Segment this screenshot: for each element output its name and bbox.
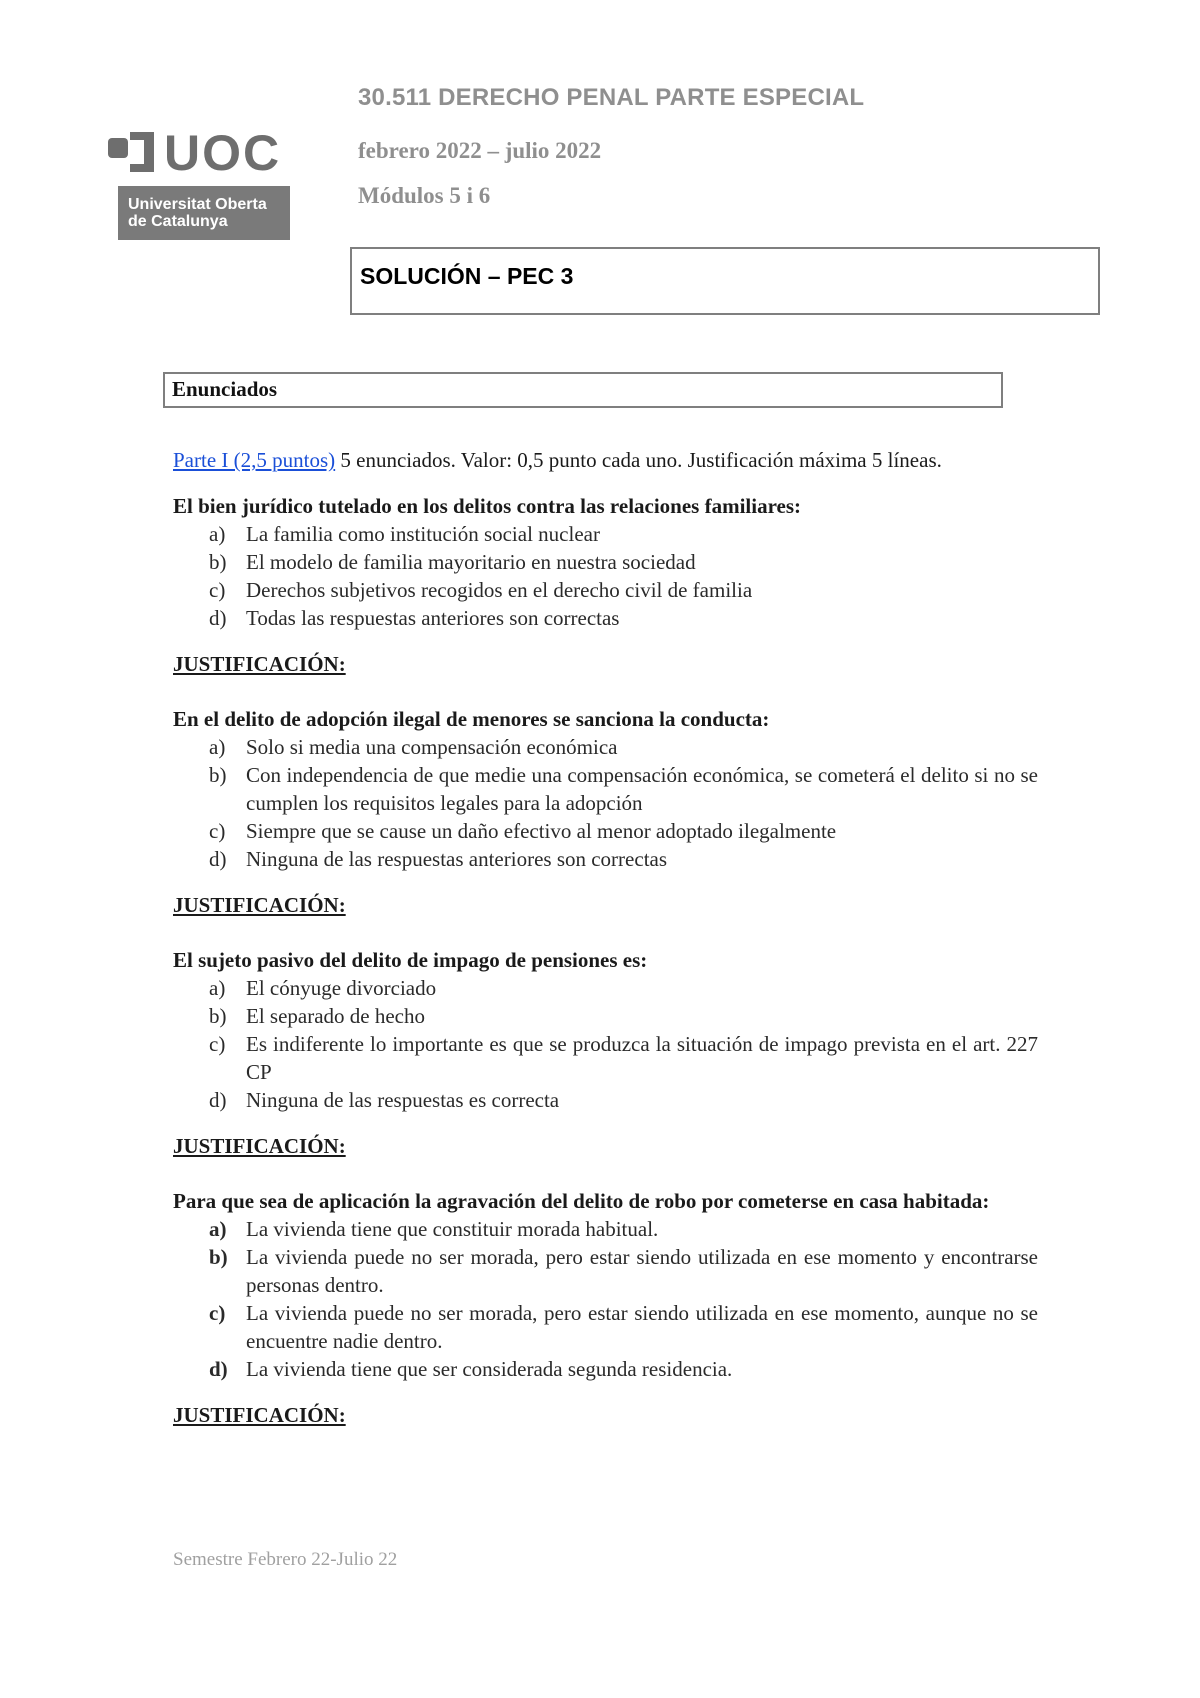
option-text: La vivienda tiene que ser considerada segunda residencia.: [246, 1357, 733, 1381]
option-item: [173, 1002, 1038, 1030]
option-marker: a): [209, 1217, 227, 1241]
question-prompt: Para que sea de aplicación la agravación del delito de robo por cometerse en casa habitada:: [173, 1189, 990, 1213]
option-item: [173, 576, 1038, 604]
option-marker: c): [209, 1301, 226, 1325]
option-marker: a): [209, 735, 226, 759]
document-content: [173, 446, 1038, 1429]
option-item: [173, 845, 1038, 873]
option-item: [173, 548, 1038, 576]
option-item: [173, 604, 1038, 632]
option-item: [173, 520, 1038, 548]
option-marker: c): [209, 1032, 226, 1056]
option-item: [173, 1299, 1038, 1355]
option-item: [173, 1086, 1038, 1114]
option-item: [173, 1215, 1038, 1243]
justification-heading: JUSTIFICACIÓN:: [173, 1134, 346, 1158]
solution-title: SOLUCIÓN – PEC 3: [360, 263, 574, 289]
question-prompt: En el delito de adopción ilegal de menores se sanciona la conducta:: [173, 707, 770, 731]
option-text: Con independencia de que medie una compensación económica, se cometerá el delito si no se cumplen los requisitos legales para la adopción: [246, 763, 1038, 815]
justification-heading: JUSTIFICACIÓN:: [173, 893, 346, 917]
question-prompt: El sujeto pasivo del delito de impago de pensiones es:: [173, 948, 648, 972]
justification-heading: JUSTIFICACIÓN:: [173, 652, 346, 676]
option-marker: d): [209, 847, 227, 871]
course-title: 30.511 DERECHO PENAL PARTE ESPECIAL: [358, 84, 865, 111]
course-modules: Módulos 5 i 6: [358, 183, 491, 208]
uoc-logo-mark: [108, 126, 296, 178]
option-text: Ninguna de las respuestas es correcta: [246, 1088, 560, 1112]
option-text: Solo si media una compensación económica: [246, 735, 618, 759]
option-text: El separado de hecho: [246, 1004, 426, 1028]
option-item: [173, 974, 1038, 1002]
option-text: La vivienda puede no ser morada, pero estar siendo utilizada en ese momento, aunque no se encuentre nadie dentro.: [246, 1301, 1038, 1353]
option-marker: d): [209, 1088, 227, 1112]
option-text: Ninguna de las respuestas anteriores son correctas: [246, 847, 668, 871]
option-marker: d): [209, 606, 227, 630]
option-item: [173, 1243, 1038, 1299]
option-marker: b): [209, 763, 227, 787]
option-list: [173, 974, 1038, 1114]
part-link[interactable]: Parte I (2,5 puntos): [173, 448, 336, 472]
option-item: [173, 817, 1038, 845]
intro-text: 5 enunciados. Valor: 0,5 punto cada uno. Justificación máxima 5 líneas.: [335, 448, 942, 472]
option-item: [173, 761, 1038, 817]
course-period: febrero 2022 – julio 2022: [358, 138, 602, 163]
option-marker: b): [209, 1004, 227, 1028]
section-label: Enunciados: [172, 377, 278, 401]
option-text: La familia como institución social nuclear: [246, 522, 600, 546]
option-item: [173, 1030, 1038, 1086]
option-marker: c): [209, 578, 226, 602]
option-text: El cónyuge divorciado: [246, 976, 437, 1000]
logo-wordmark: UOC: [164, 126, 282, 178]
logo-subtitle-line1: Universitat Oberta: [128, 196, 267, 213]
intro-paragraph: [173, 446, 1038, 474]
logo-subtitle: [118, 186, 290, 240]
option-text: Todas las respuestas anteriores son correctas: [246, 606, 620, 630]
option-list: [173, 1215, 1038, 1383]
section-box: [163, 372, 1003, 408]
option-text: Derechos subjetivos recogidos en el derecho civil de familia: [246, 578, 753, 602]
option-text: Siempre que se cause un daño efectivo al menor adoptado ilegalmente: [246, 819, 837, 843]
option-list: [173, 520, 1038, 632]
option-marker: a): [209, 522, 226, 546]
option-item: [173, 733, 1038, 761]
option-marker: d): [209, 1357, 228, 1381]
page-footer: Semestre Febrero 22-Julio 22: [173, 1549, 398, 1570]
option-list: [173, 733, 1038, 873]
option-text: La vivienda puede no ser morada, pero estar siendo utilizada en ese momento y encontrarse personas dentro.: [246, 1245, 1038, 1297]
option-marker: a): [209, 976, 226, 1000]
option-marker: c): [209, 819, 226, 843]
solution-title-box: [350, 247, 1100, 315]
option-marker: b): [209, 1245, 228, 1269]
option-item: [173, 1355, 1038, 1383]
option-text: La vivienda tiene que constituir morada habitual.: [246, 1217, 659, 1241]
question-prompt: El bien jurídico tutelado en los delitos contra las relaciones familiares:: [173, 494, 802, 518]
option-text: Es indiferente lo importante es que se produzca la situación de impago prevista en el art. 227 CP: [246, 1032, 1038, 1084]
logo-subtitle-line2: de Catalunya: [128, 213, 228, 230]
uoc-logo: [108, 126, 296, 240]
justification-heading: JUSTIFICACIÓN:: [173, 1403, 346, 1427]
option-text: El modelo de familia mayoritario en nuestra sociedad: [246, 550, 696, 574]
option-marker: b): [209, 550, 227, 574]
